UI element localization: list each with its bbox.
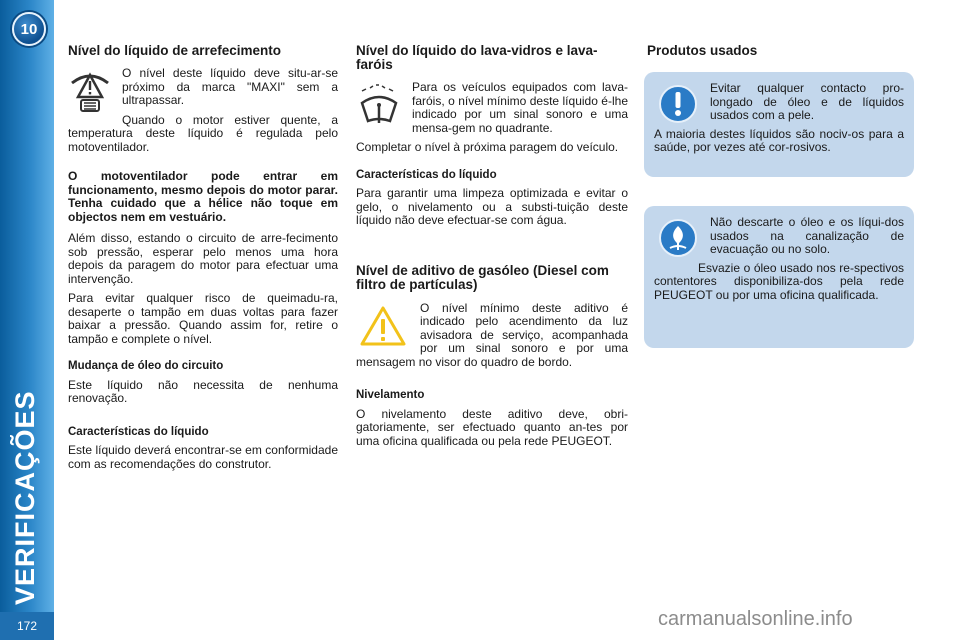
warning-triangle-icon	[356, 304, 410, 348]
skin-contact-p2: A maioria destes líquidos são nociv-os para a saúde, por vezes até cor-rosivos.	[654, 126, 904, 154]
coolant-title: Nível do líquido de arrefecimento	[68, 43, 282, 58]
coolant-warning-icon	[68, 69, 112, 113]
washer-fluid-icon	[356, 83, 402, 127]
chapter-sidebar	[0, 0, 54, 640]
chapter-number-badge: 10	[12, 12, 46, 46]
washer-p1: Para os veículos equipados com lava-faróis, o nível mínimo deste líquido é-lhe indicado por um sinal sonoro e uma mensa-gem no quadrante.	[412, 80, 628, 135]
page-number: 172	[0, 612, 54, 640]
disposal-p1: Não descarte o óleo e os líqui-dos usados na canalização de evacuação ou no solo.	[710, 215, 904, 256]
coolant-p1: O nível deste líquido deve situ-ar-se próximo da marca "MAXI" sem a ultrapassar.	[122, 66, 338, 107]
environment-icon	[658, 218, 698, 258]
coolant-p4: Para evitar qualquer risco de queimadu-ra, desaperte o tampão em duas voltas para fazer baixar a pressão. Quando assim for, retire o tampão e complete o nível.	[68, 291, 338, 346]
skin-contact-box	[644, 72, 914, 177]
used-products-section	[647, 44, 915, 58]
skin-contact-p1: Evitar qualquer contacto pro-longado de óleo e de líquidos usados com a pele.	[710, 81, 904, 122]
coolant-char-heading: Características do líquido	[68, 425, 209, 438]
additive-p1: O nível mínimo deste aditivo é indicado pelo acendimento da luz avisadora de serviço, acompanhada por um sinal sonoro e por uma mensagem no visor do quadro de bordo.	[356, 300, 628, 369]
disposal-box	[644, 206, 914, 348]
refill-text: O nivelamento deste aditivo deve, obri-gatoriamente, ser efectuado quanto an-tes por uma oficina qualificada ou pela rede PEUGEOT.	[356, 406, 628, 448]
washer-char-heading: Características do líquido	[356, 168, 497, 181]
additive-title: Nível de aditivo de gasóleo (Diesel com filtro de partículas)	[356, 262, 609, 292]
coolant-p2: Quando o motor estiver quente, a temperatura deste líquido é regulada pelo motoventilador.	[68, 112, 338, 154]
refill-heading: Nivelamento	[356, 389, 425, 401]
oil-change-heading: Mudança de óleo do circuito	[68, 360, 224, 372]
disposal-p2: Esvazie o óleo usado nos re-spectivos contentores disponibiliza-dos pela rede PEUGEOT ou por uma oficina qualificada.	[654, 260, 904, 302]
coolant-p3: Além disso, estando o circuito de arre-fecimento sob pressão, esperar pelo menos uma hora depois da paragem do motor para efectuar uma intervenção.	[68, 231, 338, 286]
washer-section	[356, 44, 628, 454]
washer-p2: Completar o nível à próxima paragem do veículo.	[356, 140, 619, 154]
coolant-char-text: Este líquido deverá encontrar-se em conformidade com as recomendações do construtor.	[68, 443, 338, 471]
washer-char-text: Para garantir uma limpeza optimizada e evitar o gelo, o nivelamento ou a substi-tuição deste líquido não deve efectuar-se com água.	[356, 186, 628, 227]
oil-change-text: Este líquido não necessita de nenhuma renovação.	[68, 377, 338, 405]
coolant-section	[68, 44, 338, 477]
watermark: carmanualsonline.info	[658, 608, 853, 630]
chapter-title: VERIFICAÇÕES	[10, 390, 40, 605]
washer-title: Nível do líquido do lava-vidros e lava-faróis	[356, 43, 598, 72]
coolant-fan-warning: O motoventilador pode entrar em funcionamento, mesmo depois do motor parar. Tenha cuidado que a hélice não toque em objectos nem em vestuário.	[68, 169, 338, 224]
used-products-title: Produtos usados	[647, 43, 758, 58]
exclamation-icon	[658, 84, 698, 124]
